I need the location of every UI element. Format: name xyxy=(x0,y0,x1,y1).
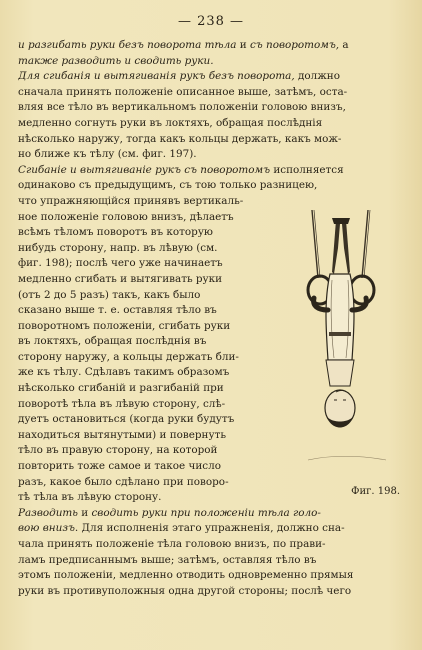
italic-text: сводить руки при положеніи тѣла голо- xyxy=(91,506,321,519)
text-line xyxy=(18,303,286,319)
italic-text: и разгибать руки безъ поворота тѣла xyxy=(18,39,237,51)
text-line xyxy=(18,54,402,70)
text-line xyxy=(18,225,286,241)
text-run: находиться вытянутыми) и повернуть xyxy=(18,428,226,441)
text-line xyxy=(18,319,286,335)
text-run: дуетъ остановиться (когда руки будутъ xyxy=(18,413,235,426)
text-run: что упражняющійся принявъ вертикаль- xyxy=(18,194,244,207)
page-number: — 238 — xyxy=(177,14,245,29)
text-run: исполняется xyxy=(270,163,344,176)
text-line xyxy=(18,584,402,600)
text-run: поворотѣ тѣла въ лѣвую сторону, слѣ- xyxy=(18,397,226,410)
text-line xyxy=(18,85,402,101)
figure-caption: Фиг. 198. xyxy=(351,486,400,497)
text-line xyxy=(18,100,402,116)
text-line xyxy=(18,116,402,132)
text-line xyxy=(18,210,286,226)
text-run: нѣсколько наружу, тогда какъ кольцы держать, какъ мож- xyxy=(18,132,342,145)
text-run: руки въ противуположныя одна другой стороны; послѣ чего xyxy=(18,584,352,597)
text-run: тѣло въ правую сторону, на которой xyxy=(18,444,218,457)
italic-text: Разводить xyxy=(18,506,78,519)
text-line xyxy=(18,194,286,210)
paragraph xyxy=(18,38,402,69)
text-line xyxy=(18,334,286,350)
text-run: въ локтяхъ, обращая послѣднія въ xyxy=(18,335,207,348)
text-line xyxy=(18,490,286,506)
text-run: ное положеніе головою внизъ, дѣлаетъ xyxy=(18,210,234,223)
gymnast-illustration xyxy=(290,210,400,480)
text-run: медленно согнуть руки въ локтяхъ, обращая послѣднія xyxy=(18,116,323,129)
text-run: должно xyxy=(294,70,340,83)
text-run: (отъ 2 до 5 разъ) такъ, какъ было xyxy=(18,288,201,301)
italic-text: вою внизъ. xyxy=(18,522,79,535)
text-line xyxy=(18,568,402,584)
text-run: поворотномъ положеніи, сгибать руки xyxy=(18,319,231,332)
text-line xyxy=(18,147,402,163)
text-line xyxy=(18,521,402,537)
text-run: фиг. 198); послѣ чего уже начинаетъ xyxy=(18,257,223,270)
text-line xyxy=(18,553,402,569)
text-line xyxy=(18,256,286,272)
text-run: вляя все тѣло въ вертикальномъ положеніи головою внизъ, xyxy=(18,101,346,114)
text-run: всѣмъ тѣломъ поворотъ въ которую xyxy=(18,226,213,239)
text-line xyxy=(18,241,286,257)
text-line xyxy=(18,69,402,85)
text-line xyxy=(18,178,402,194)
paragraph xyxy=(18,69,402,163)
italic-text: съ поворотомъ, xyxy=(249,39,340,51)
text-line xyxy=(18,272,286,288)
text-line xyxy=(18,38,402,54)
italic-text: Сгибаніе и вытягиваніе рукъ съ поворотомъ xyxy=(18,163,271,176)
text-run: одинаково съ предыдущимъ, съ тою только разницею, xyxy=(18,179,318,192)
text-line xyxy=(18,412,286,428)
italic-text: также разводить и сводить руки. xyxy=(18,54,214,67)
text-line xyxy=(18,381,286,397)
text-line xyxy=(18,459,286,475)
text-line xyxy=(18,132,402,148)
paragraph xyxy=(18,506,402,600)
text-run: повторить тоже самое и такое число xyxy=(18,460,221,473)
text-line xyxy=(18,506,402,522)
text-run: разъ, какое было сдѣлано при поворо- xyxy=(18,475,229,488)
text-run: же къ тѣлу. Сдѣлавъ такимъ образомъ xyxy=(18,366,230,379)
text-line xyxy=(18,537,402,553)
text-line xyxy=(18,428,286,444)
text-line xyxy=(18,365,286,381)
text-run: и xyxy=(77,506,92,519)
text-line xyxy=(18,443,286,459)
text-line xyxy=(18,475,286,491)
text-run: этомъ положеніи, медленно отводить одновременно прямыя xyxy=(18,569,354,582)
text-run: Для исполненія этаго упражненія, должно сна- xyxy=(78,522,345,535)
text-run: и xyxy=(236,39,250,51)
text-run: ламъ предписаннымъ выше; затѣмъ, оставляя тѣло въ xyxy=(18,553,317,566)
text-run: сказано выше т. е. оставляя тѣло въ xyxy=(18,304,217,317)
text-line xyxy=(18,397,286,413)
text-run: сторону наружу, а кольцы держать бли- xyxy=(18,350,239,363)
text-line xyxy=(18,288,286,304)
text-run: а xyxy=(339,39,349,51)
text-run: чала принять положеніе тѣла головою внизъ, по прави- xyxy=(18,538,326,550)
text-run: но ближе къ тѣлу (см. фиг. 197). xyxy=(18,148,197,161)
italic-text: Для сгибанія и вытягиванія рукъ безъ поворота, xyxy=(18,70,295,83)
figure-198 xyxy=(290,210,400,505)
paragraph xyxy=(18,163,402,194)
text-run: нѣсколько сгибаній и разгибаній при xyxy=(18,382,224,395)
text-run: медленно сгибать и вытягивать руки xyxy=(18,272,223,285)
text-line xyxy=(18,163,402,179)
text-run: нибудь сторону, напр. въ лѣвую (см. xyxy=(18,241,218,254)
text-run: сначала принять положеніе описанное выше, затѣмъ, оста- xyxy=(18,85,348,98)
text-line xyxy=(18,350,286,366)
text-run: тѣ тѣла въ лѣвую сторону. xyxy=(18,491,162,504)
